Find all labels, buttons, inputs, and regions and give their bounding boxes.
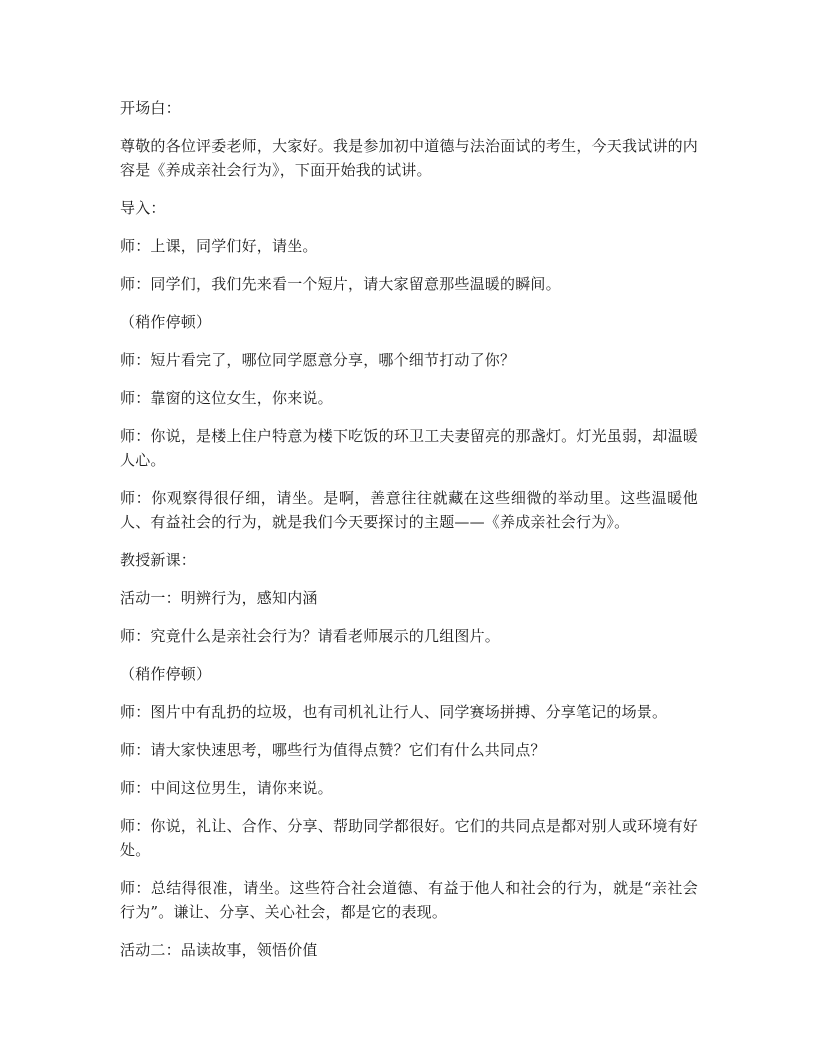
- paragraph: 师：上课，同学们好，请坐。: [120, 237, 318, 255]
- activity-heading-1: 活动一：明辨行为，感知内涵: [120, 589, 318, 607]
- paragraph: 师：你说，是楼上住户特意为楼下吃饭的环卫工夫妻留亮的那盏灯。灯光虽弱，却温暖人心。: [120, 427, 698, 469]
- paragraph: 师：请大家快速思考，哪些行为值得点赞？它们有什么共同点？: [120, 741, 546, 759]
- stage-direction: （稍作停顿）: [120, 313, 212, 331]
- paragraph: 师：图片中有乱扔的垃圾，也有司机礼让行人、同学赛场拼搏、分享笔记的场景。: [120, 703, 668, 721]
- paragraph: 师：同学们，我们先来看一个短片，请大家留意那些温暖的瞬间。: [120, 275, 561, 293]
- document-page: [120, 96, 698, 976]
- paragraph: 师：你观察得很仔细，请坐。是啊，善意往往就藏在这些细微的举动里。这些温暖他人、有益社会的行为，就是我们今天要探讨的主题——《养成亲社会行为》。: [120, 489, 698, 531]
- section-heading-opening: 开场白：: [120, 99, 181, 117]
- paragraph: 师：总结得很准，请坐。这些符合社会道德、有益于他人和社会的行为，就是“亲社会行为”。谦让、分享、关心社会，都是它的表现。: [120, 879, 698, 921]
- activity-heading-2: 活动二：品读故事，领悟价值: [120, 941, 318, 959]
- section-heading-introduction: 导入：: [120, 199, 166, 217]
- stage-direction: （稍作停顿）: [120, 665, 212, 683]
- paragraph: 师：中间这位男生，请你来说。: [120, 779, 333, 797]
- paragraph-greeting: 尊敬的各位评委老师，大家好。我是参加初中道德与法治面试的考生，今天我试讲的内容是《养成亲社会行为》，下面开始我的试讲。: [120, 137, 698, 179]
- paragraph: 师：短片看完了，哪位同学愿意分享，哪个细节打动了你？: [120, 351, 516, 369]
- paragraph: 师：究竟什么是亲社会行为？请看老师展示的几组图片。: [120, 627, 501, 645]
- paragraph: 师：你说，礼让、合作、分享、帮助同学都很好。它们的共同点是都对别人或环境有好处。: [120, 817, 698, 859]
- paragraph: 师：靠窗的这位女生，你来说。: [120, 389, 333, 407]
- section-heading-new-lesson: 教授新课：: [120, 551, 197, 569]
